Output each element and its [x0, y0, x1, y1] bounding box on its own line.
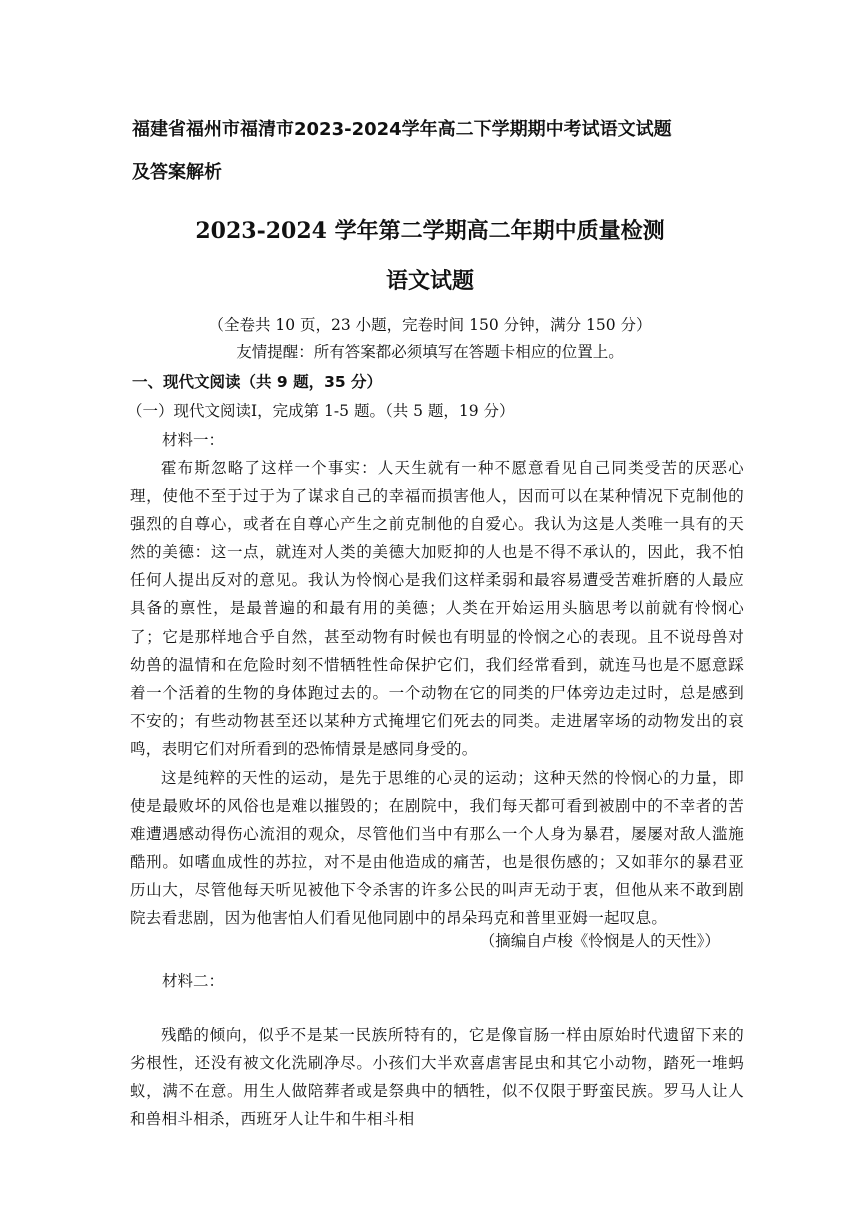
- section-1-heading: 一、现代文阅读（共 9 题，35 分）: [132, 373, 383, 391]
- material-1-label: 材料一：: [162, 431, 225, 449]
- material-1-source: （摘编自卢梭《怜悯是人的天性》）: [479, 932, 720, 950]
- material-2-paragraph-1: 残酷的倾向，似乎不是某一民族所特有的，它是像盲肠一样由原始时代遗留下来的劣根性，还没有被文化洗刷净尽。小孩们大半欢喜虐害昆虫和其它小动物，踏死一堆蚂蚁，满不在意。用生人做陪葬者或是祭典中的牺牲，似不仅限于野蛮民族。罗马人让人和兽相斗相杀，西班牙人让牛和牛相斗相: [130, 1026, 744, 1129]
- exam-reminder: 友情提醒：所有答案都必须填写在答题卡相应的位置上。: [236, 343, 624, 361]
- document-title-line-2: 及答案解析: [132, 162, 222, 183]
- exam-subject-title: 语文试题: [385, 268, 474, 294]
- exam-info: （全卷共 10 页，23 小题，完卷时间 150 分钟，满分 150 分）: [208, 316, 652, 334]
- document-title-line-1: 福建省福州市福清市2023-2024学年高二下学期期中考试语文试题: [132, 119, 672, 140]
- exam-main-title: 2023-2024 学年第二学期高二年期中质量检测: [195, 218, 665, 244]
- material-1-paragraph-2: 这是纯粹的天性的运动，是先于思维的心灵的运动；这种天然的怜悯心的力量，即使是最败坏的风俗也是难以摧毁的；在剧院中，我们每天都可看到被剧中的不幸者的苦难遭遇感动得伤心流泪的观众，尽管他们当中有那么一个人身为暴君，屡屡对敌人滥施酷刑。如嗜血成性的苏拉，对不是由他造成的痛苦，也是很伤感的；又如菲尔的暴君亚历山大，尽管他每天听见被他下令杀害的许多公民的叫声无动于衷，但他从来不敢到剧院去看悲剧，因为他害怕人们看见他同剧中的昂朵玛克和普里亚姆一起叹息。: [130, 769, 744, 928]
- part-1-heading: （一）现代文阅读Ⅰ，完成第 1-5 题。（共 5 题，19 分）: [127, 402, 515, 420]
- material-1-paragraph-1: 霍布斯忽略了这样一个事实：人天生就有一种不愿意看见自己同类受苦的厌恶心理，使他不至于过于为了谋求自己的幸福而损害他人，因而可以在某种情况下克制他的强烈的自尊心，或者在自尊心产生之前克制他的自爱心。我认为这是人类唯一具有的天然的美德：这一点，就连对人类的美德大加贬抑的人也是不得不承认的，因此，我不怕任何人提出反对的意见。我认为怜悯心是我们这样柔弱和最容易遭受苦难折磨的人最应具备的禀性，是最普遍的和最有用的美德；人类在开始运用头脑思考以前就有怜悯心了；它是那样地合乎自然，甚至动物有时候也有明显的怜悯之心的表现。且不说母兽对幼兽的温情和在危险时刻不惜牺牲性命保护它们，我们经常看到，就连马也是不愿意踩着一个活着的生物的身体跑过去的。一个动物在它的同类的尸体旁边走过时，总是感到不安的；有些动物甚至还以某种方式掩埋它们死去的同类。走进屠宰场的动物发出的哀鸣，表明它们对所看到的恐怖情景是感同身受的。: [130, 459, 744, 758]
- material-2-label: 材料二：: [162, 972, 225, 990]
